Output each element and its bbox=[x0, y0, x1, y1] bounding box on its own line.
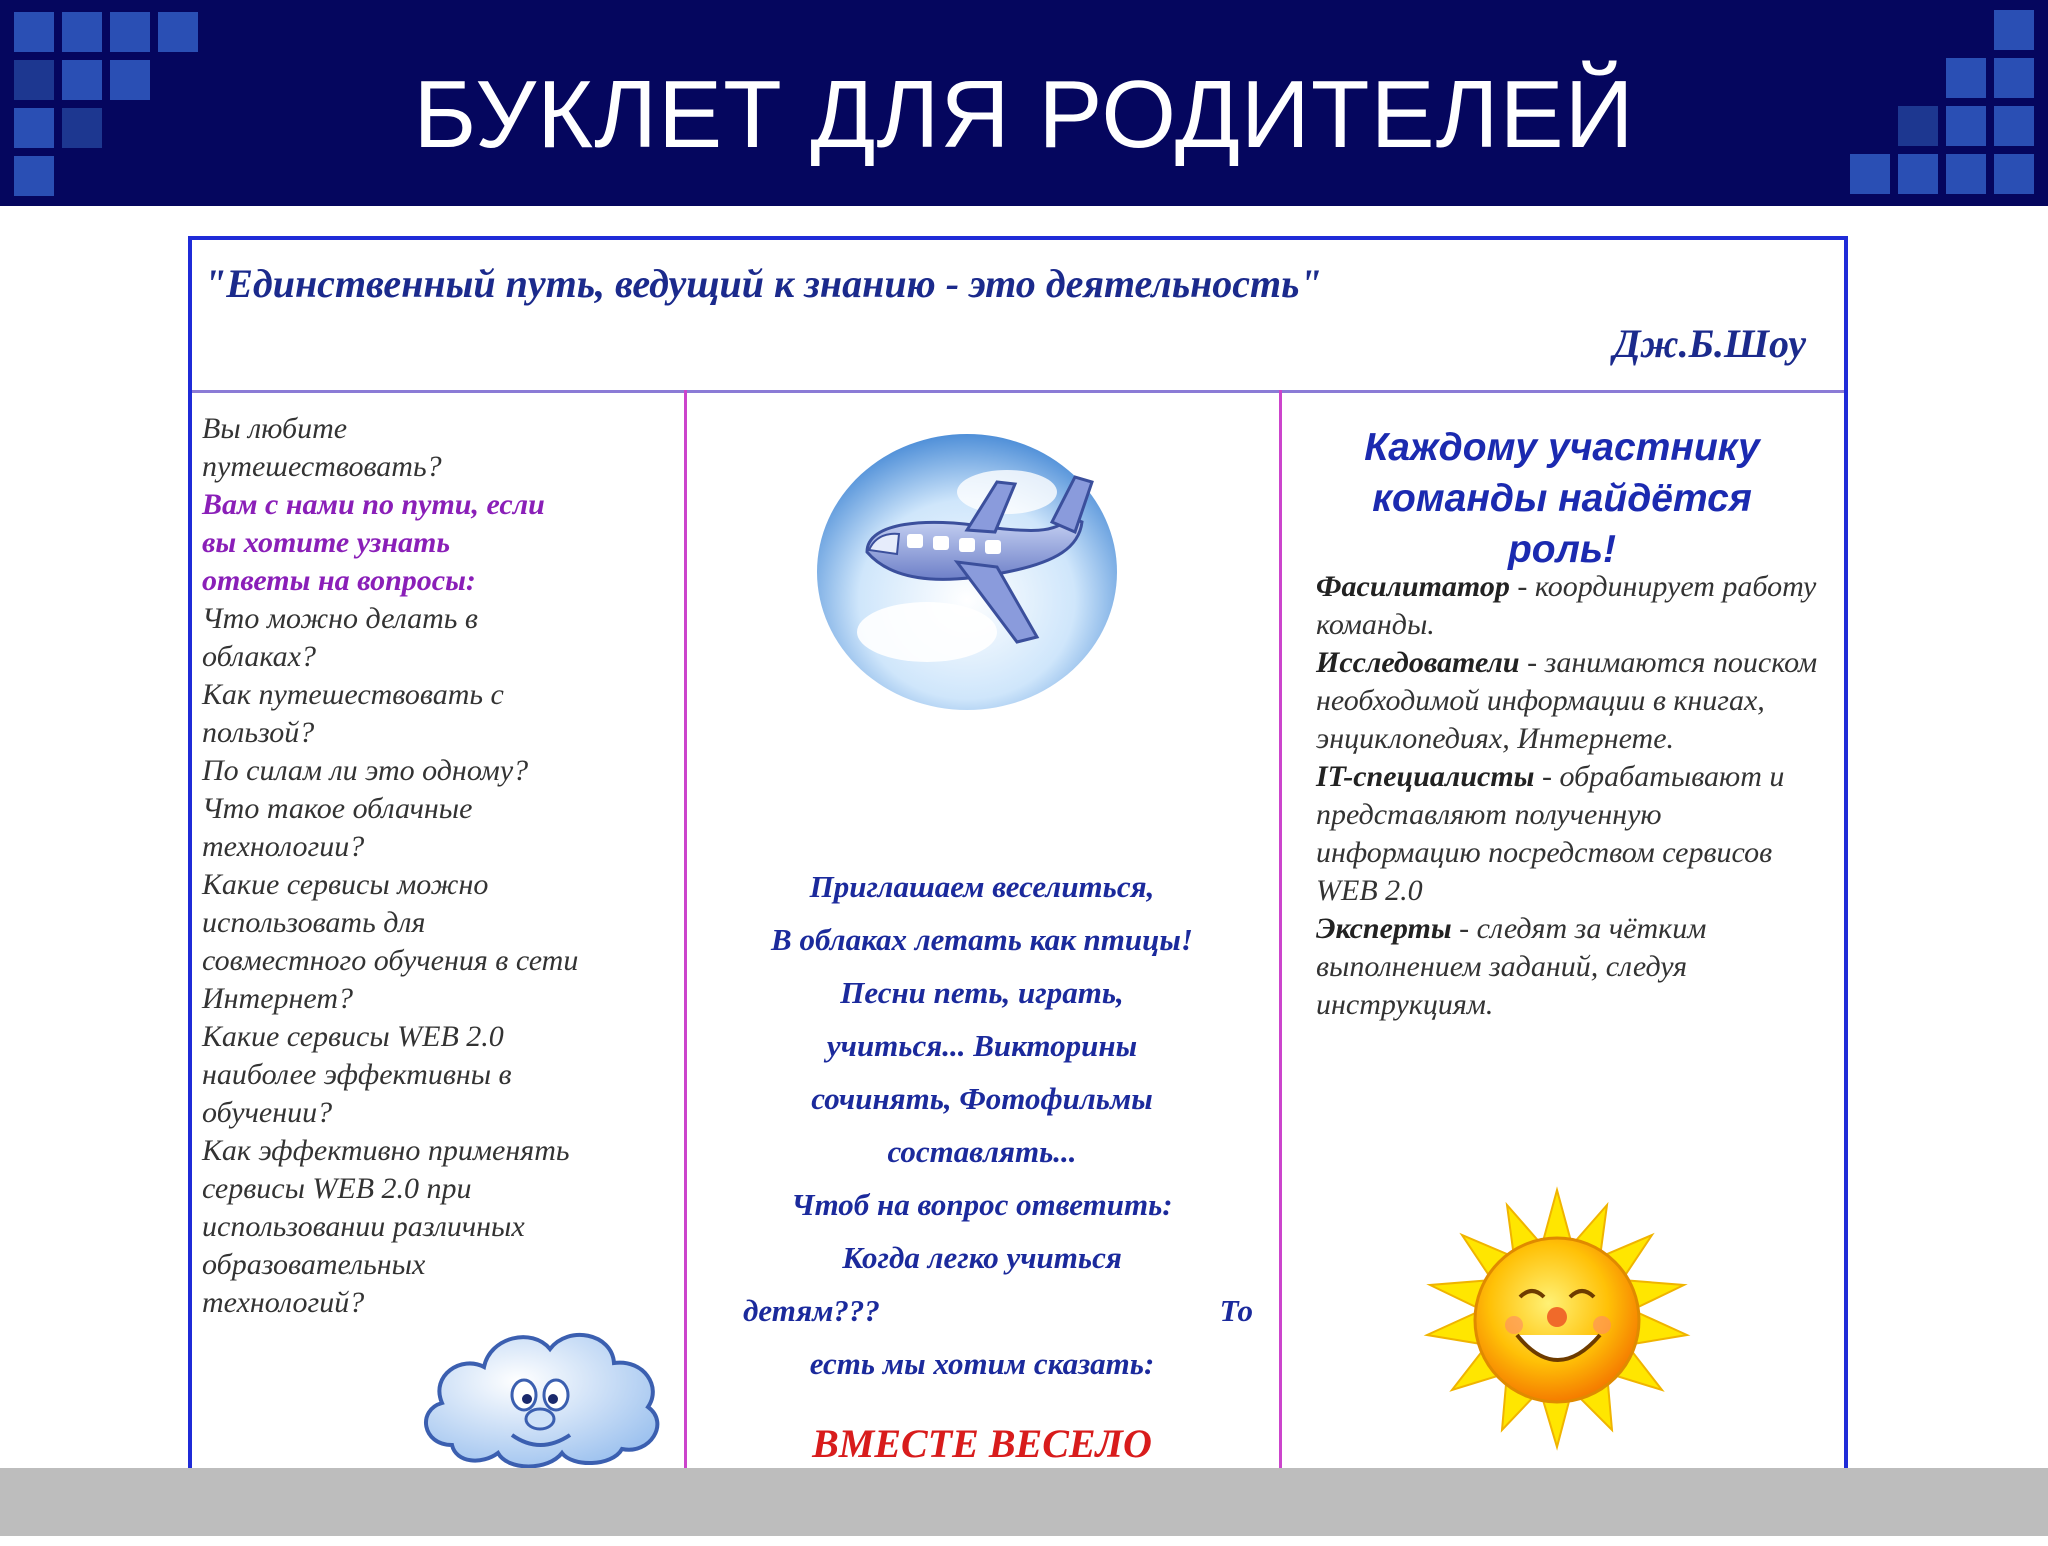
roles-heading-line: Каждому участнику bbox=[1364, 426, 1760, 469]
slide-header bbox=[0, 0, 2048, 206]
poem-line: Чтоб на вопрос ответить: bbox=[791, 1187, 1173, 1222]
poem-line-part: детям??? bbox=[743, 1293, 880, 1328]
role-separator: - bbox=[1519, 646, 1545, 679]
role-item bbox=[1316, 758, 1826, 910]
intro-line: Вы любите bbox=[202, 412, 348, 445]
question-line: Что такое облачные bbox=[202, 792, 473, 825]
poem-line: есть мы хотим сказать: bbox=[809, 1346, 1155, 1381]
question-line: Как путешествовать с bbox=[202, 678, 504, 711]
role-item bbox=[1316, 644, 1826, 758]
questions-list bbox=[202, 410, 682, 1322]
left-column bbox=[192, 390, 684, 1482]
role-name: Исследователи bbox=[1316, 646, 1520, 679]
role-description: занимаются поиском необходимой информации в книгах, энциклопедиях, Интернете. bbox=[1316, 646, 1818, 755]
roles-heading bbox=[1302, 422, 1822, 575]
poem-line: В облаках летать как птицы! bbox=[771, 922, 1193, 957]
role-separator: - bbox=[1451, 912, 1477, 945]
question-line: обучении? bbox=[202, 1096, 333, 1129]
role-separator: - bbox=[1509, 570, 1535, 603]
poem-line: Когда легко учиться bbox=[842, 1240, 1122, 1275]
role-separator: - bbox=[1534, 760, 1560, 793]
poem-line: учиться... Викторины bbox=[826, 1028, 1138, 1063]
decor-square bbox=[110, 12, 150, 52]
poem-line bbox=[687, 1284, 1277, 1337]
role-item bbox=[1316, 568, 1826, 644]
highlight-line: Вам с нами по пути, если bbox=[202, 488, 545, 521]
decor-square bbox=[158, 12, 198, 52]
right-column bbox=[1282, 390, 1844, 1482]
slide-title: БУКЛЕТ ДЛЯ РОДИТЕЛЕЙ bbox=[413, 61, 1635, 168]
role-name: Фасилитатор bbox=[1316, 570, 1510, 603]
role-description: следят за чётким выполнением заданий, следуя инструкциям. bbox=[1316, 912, 1707, 1021]
question-line: образовательных bbox=[202, 1248, 426, 1281]
question-line: облаках? bbox=[202, 640, 316, 673]
poem-line-part: То bbox=[1219, 1293, 1253, 1328]
question-line: Как эффективно применять bbox=[202, 1134, 570, 1167]
roles-heading-line: команды найдётся bbox=[1372, 477, 1752, 520]
question-line: использовать для bbox=[202, 906, 426, 939]
question-line: По силам ли это одному? bbox=[202, 754, 529, 787]
poem-line: составлять... bbox=[887, 1134, 1077, 1169]
slogan-line: ВМЕСТЕ ВЕСЕЛО bbox=[812, 1421, 1152, 1466]
poem-line: Приглашаем веселиться, bbox=[809, 869, 1155, 904]
question-line: Что можно делать в bbox=[202, 602, 478, 635]
decor-square bbox=[62, 12, 102, 52]
highlight-line: вы хотите узнать bbox=[202, 526, 451, 559]
roles-list bbox=[1316, 568, 1826, 1024]
slide-footer-bar bbox=[0, 1468, 2048, 1536]
question-line: технологий? bbox=[202, 1286, 365, 1319]
question-line: Какие сервисы можно bbox=[202, 868, 489, 901]
highlight-line: ответы на вопросы: bbox=[202, 564, 476, 597]
quote-text: "Единственный путь, ведущий к знанию - это деятельность" bbox=[204, 261, 1322, 306]
airplane-icon bbox=[807, 422, 1127, 722]
middle-column bbox=[687, 390, 1279, 1482]
quote-author: Дж.Б.Шоу bbox=[1613, 321, 1806, 366]
decor-square bbox=[14, 12, 54, 52]
role-item bbox=[1316, 910, 1826, 1024]
role-description: координирует работу команды. bbox=[1316, 570, 1817, 641]
question-line: наиболее эффективны в bbox=[202, 1058, 512, 1091]
question-line: использовании различных bbox=[202, 1210, 525, 1243]
question-line: Интернет? bbox=[202, 982, 353, 1015]
booklet bbox=[188, 236, 1848, 1482]
poem-line: Песни петь, играть, bbox=[840, 975, 1124, 1010]
question-line: Какие сервисы WEB 2.0 bbox=[202, 1020, 504, 1053]
intro-line: путешествовать? bbox=[202, 450, 442, 483]
decor-square bbox=[1994, 10, 2034, 50]
quote-box bbox=[192, 240, 1844, 393]
sun-icon bbox=[1422, 1185, 1692, 1455]
question-line: сервисы WEB 2.0 при bbox=[202, 1172, 472, 1205]
invitation-poem bbox=[687, 860, 1277, 1390]
question-line: пользой? bbox=[202, 716, 315, 749]
role-description: обрабатывают и представляют полученную информацию посредством сервисов WEB 2.0 bbox=[1316, 760, 1785, 907]
roles-heading-line: роль! bbox=[1507, 528, 1617, 571]
role-name: IT-специалисты bbox=[1316, 760, 1535, 793]
cloud-icon bbox=[412, 1315, 672, 1475]
role-name: Эксперты bbox=[1316, 912, 1452, 945]
question-line: совместного обучения в сети bbox=[202, 944, 579, 977]
poem-line: сочинять, Фотофильмы bbox=[811, 1081, 1153, 1116]
question-line: технологии? bbox=[202, 830, 365, 863]
